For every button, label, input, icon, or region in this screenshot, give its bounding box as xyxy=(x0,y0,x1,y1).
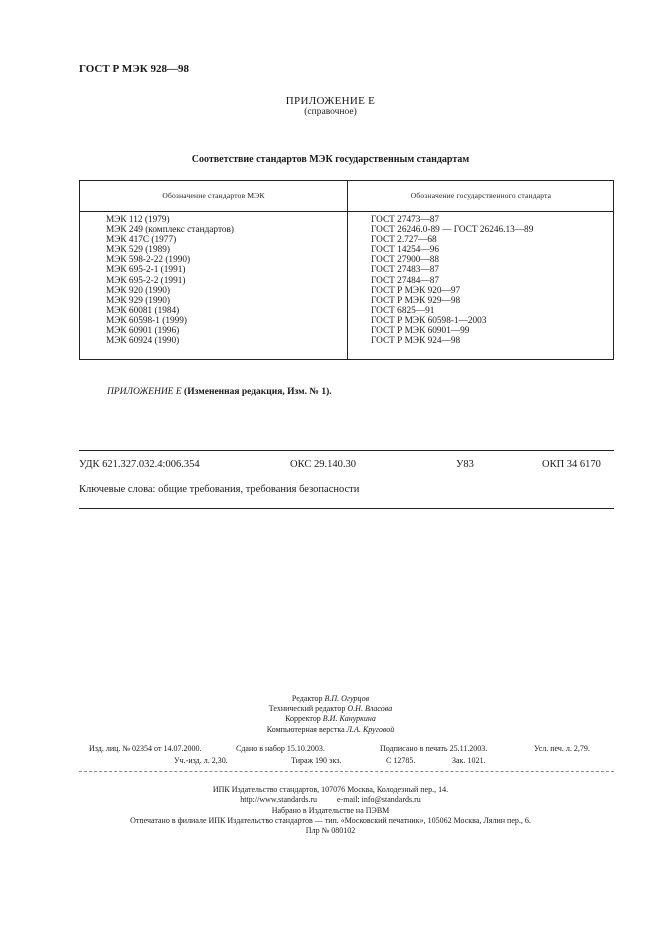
printer-printed-at: Отпечатано в филиале ИПК Издательство стандартов — тип. «Московский печатник», 105062 Москва, Лялин пер., 6. xyxy=(130,815,531,825)
table-cell-gost: ГОСТ 2.727—68 xyxy=(371,235,437,246)
credit-role: Редактор xyxy=(291,694,323,703)
column-header-gost: Обозначение государственного стандарта xyxy=(410,191,552,200)
pub-license: Изд. лиц. № 02354 от 14.07.2000. xyxy=(89,744,202,753)
table-cell-iec: МЭК 695-2-2 (1991) xyxy=(106,275,186,286)
printer-license: Плр № 080102 xyxy=(305,826,356,836)
keywords: Ключевые слова: общие требования, требования безопасности xyxy=(79,484,360,495)
table-cell-gost: ГОСТ Р МЭК 920—97 xyxy=(371,285,461,296)
credit-name: Л.А. Круговой xyxy=(346,724,395,734)
divider-top xyxy=(79,450,614,451)
gost-column xyxy=(371,215,533,346)
credit-line xyxy=(0,704,661,714)
table-cell-iec: МЭК 249 (комплекс стандартов) xyxy=(106,225,235,236)
printer-address: ИПК Издательство стандартов, 107076 Москва, Колодезный пер., 14. xyxy=(212,785,449,794)
credit-name: О.Н. Власова xyxy=(347,704,393,714)
table-cell-gost: ГОСТ 27483—87 xyxy=(371,265,440,276)
table-cell-gost: ГОСТ 27900—88 xyxy=(371,255,440,266)
pub-circulation: Тираж 190 экз. xyxy=(291,756,342,765)
credit-role: Корректор xyxy=(285,714,321,724)
column-header-iec: Обозначение стандартов МЭК xyxy=(162,191,265,200)
table-cell-gost: ГОСТ 6825—91 xyxy=(371,305,435,316)
printer-web-email: http://www.standards.ru e-mail: info@standards.ru xyxy=(240,795,421,805)
pub-typeset-date: Сдано в набор 15.10.2003. xyxy=(236,744,325,753)
credits-block xyxy=(0,694,661,735)
divider-bottom xyxy=(79,508,614,509)
okp-code: ОКП 34 6170 xyxy=(542,459,601,470)
correspondence-table xyxy=(79,180,614,360)
table-cell-gost: ГОСТ Р МЭК 60598-1—2003 xyxy=(371,315,487,326)
appendix-subtitle: (справочное) xyxy=(304,107,357,117)
udk-code: УДК 621.327.032.4:006.354 xyxy=(79,459,200,470)
table-cell-gost: ГОСТ Р МЭК 60901—99 xyxy=(371,326,470,337)
table-cell-iec: МЭК 529 (1989) xyxy=(106,245,170,256)
pub-order: Зак. 1021. xyxy=(452,756,486,765)
printer-typeset: Набрано в Издательстве на ПЭВМ xyxy=(271,805,390,815)
credit-role: Технический редактор xyxy=(268,704,346,714)
table-cell-iec: МЭК 60598-1 (1999) xyxy=(106,315,188,326)
table-cell-gost: ГОСТ Р МЭК 929—98 xyxy=(371,295,461,306)
table-cell-iec: МЭК 417С (1977) xyxy=(106,235,177,246)
header-divider xyxy=(80,211,613,212)
credit-role: Компьютерная верстка xyxy=(266,724,345,734)
table-cell-iec: МЭК 598-2-22 (1990) xyxy=(106,255,191,266)
table-title: Соответствие стандартов МЭК государственным стандартам xyxy=(191,154,470,165)
printer-block xyxy=(0,785,661,836)
table-cell-gost: ГОСТ 27484—87 xyxy=(371,275,440,286)
table-cell-gost: ГОСТ 27473—87 xyxy=(371,215,440,225)
table-cell-iec: МЭК 920 (1990) xyxy=(106,285,170,296)
divider-imprint xyxy=(79,771,614,772)
pub-print-sheets: Усл. печ. л. 2,79. xyxy=(534,744,590,753)
oks-code: ОКС 29.140.30 xyxy=(290,459,356,470)
pub-number: С 12785. xyxy=(386,756,416,765)
table-cell-iec: МЭК 112 (1979) xyxy=(106,215,170,225)
table-cell-iec: МЭК 60901 (1996) xyxy=(106,326,180,337)
classifier-code: У83 xyxy=(456,459,474,470)
table-cell-gost: ГОСТ 26246.0-89 — ГОСТ 26246.13—89 xyxy=(371,225,534,236)
table-cell-gost: ГОСТ Р МЭК 924—98 xyxy=(371,336,461,347)
document-header: ГОСТ Р МЭК 928—98 xyxy=(79,63,189,75)
iec-column xyxy=(106,215,234,346)
pub-print-date: Подписано в печать 25.11.2003. xyxy=(380,744,488,753)
pub-edit-sheets: Уч.-изд. л. 2,30. xyxy=(174,756,228,765)
credit-name: В.И. Кануркина xyxy=(322,714,376,724)
credit-line xyxy=(0,714,661,724)
amendment-note-text: (Измененная редакция, Изм. № 1). xyxy=(184,387,332,397)
column-divider xyxy=(347,181,348,359)
credit-line xyxy=(0,725,661,735)
table-cell-iec: МЭК 60924 (1990) xyxy=(106,336,180,347)
table-cell-gost: ГОСТ 14254—96 xyxy=(371,245,440,256)
amendment-note-label: ПРИЛОЖЕНИЕ Е xyxy=(107,387,182,397)
amendment-note xyxy=(107,387,332,397)
credit-line xyxy=(0,694,661,704)
table-cell-iec: МЭК 929 (1990) xyxy=(106,295,170,306)
appendix-title: ПРИЛОЖЕНИЕ Е xyxy=(285,95,376,107)
table-cell-iec: МЭК 695-2-1 (1991) xyxy=(106,265,186,276)
credit-name: В.П. Огурцов xyxy=(324,694,370,703)
table-cell-iec: МЭК 60081 (1984) xyxy=(106,305,180,316)
